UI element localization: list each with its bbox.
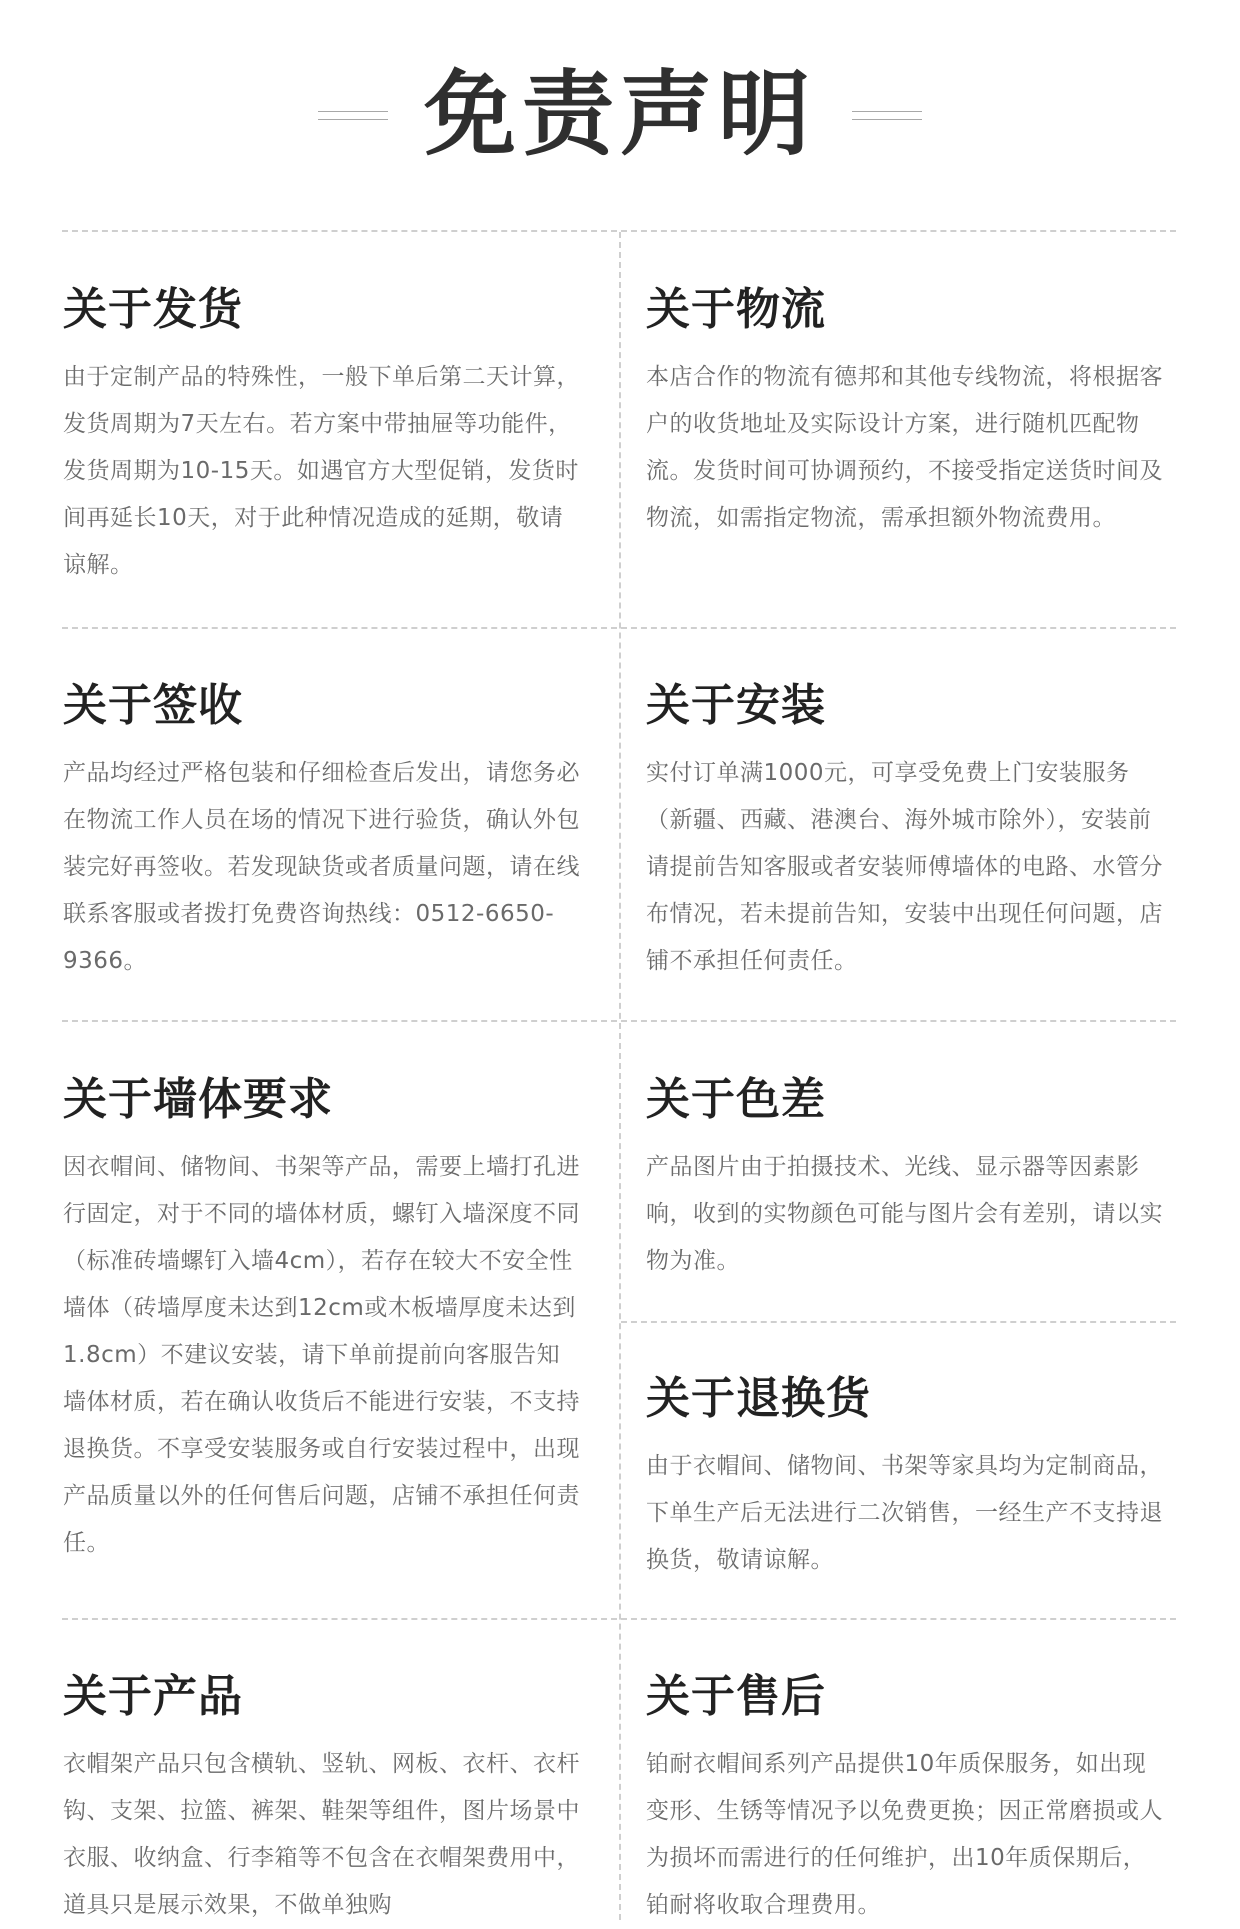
section-body: 本店合作的物流有德邦和其他专线物流，将根据客户的收货地址及实际设计方案，进行随机匹配物流。发货时间可协调预约，不接受指定送货时间及物流，如需指定物流，需承担额外物流费用。 (646, 364, 1163, 531)
section-installation (646, 676, 1166, 985)
page-header (0, 60, 1240, 170)
title-decoration-left (318, 111, 388, 120)
section-shipping (63, 280, 583, 589)
section-body: 铂耐衣帽间系列产品提供10年质保服务，如出现变形、生锈等情况予以免费更换；因正常磨损或人为损坏而需进行的任何维护，出10年质保期后，铂耐将收取合理费用。 (646, 1751, 1163, 1918)
section-title: 关于墙体要求 (63, 1074, 333, 1125)
section-receipt (63, 676, 583, 985)
section-title: 关于退换货 (646, 1373, 871, 1424)
section-wall (63, 1070, 583, 1567)
section-body: 衣帽架产品只包含横轨、竖轨、网板、衣杆、衣杆钩、支架、拉篮、裤架、鞋架等组件，图片场景中衣服、收纳盒、行李箱等不包含在衣帽架费用中，道具只是展示效果，不做单独购 (63, 1751, 580, 1918)
section-body: 因衣帽间、储物间、书架等产品，需要上墙打孔进行固定，对于不同的墙体材质，螺钉入墙深度不同（标准砖墙螺钉入墙4cm），若存在较大不安全性墙体（砖墙厚度未达到12cm或木板墙厚度未达到1.8cm）不建议安装，请下单前提前向客服告知墙体材质，若在确认收货后不能进行安装，不支持退换货。不享受安装服务或自行安装过程中，出现产品质量以外的任何售后问题，店铺不承担任何责任。 (63, 1154, 580, 1556)
section-body: 产品图片由于拍摄技术、光线、显示器等因素影响，收到的实物颜色可能与图片会有差别，请以实物为准。 (646, 1154, 1163, 1274)
section-aftersales (646, 1667, 1166, 1929)
section-logistics (646, 280, 1166, 542)
section-color (646, 1070, 1166, 1285)
section-body: 由于衣帽间、储物间、书架等家具均为定制商品，下单生产后无法进行二次销售，一经生产不支持退换货，敬请谅解。 (646, 1453, 1163, 1573)
title-decoration-right (852, 111, 922, 120)
section-returns (646, 1369, 1166, 1584)
section-title: 关于产品 (63, 1671, 243, 1722)
section-product (63, 1667, 583, 1929)
divider-horizontal-right (621, 1321, 1176, 1323)
section-body: 实付订单满1000元，可享受免费上门安装服务（新疆、西藏、港澳台、海外城市除外），安装前请提前告知客服或者安装师傅墙体的电路、水管分布情况，若未提前告知，安装中出现任何问题，店铺不承担任何责任。 (646, 760, 1163, 974)
page-title: 免责声明 (423, 61, 816, 168)
section-title: 关于物流 (646, 284, 826, 335)
section-title: 关于安装 (646, 680, 826, 731)
section-body: 产品均经过严格包装和仔细检查后发出，请您务必在物流工作人员在场的情况下进行验货，确认外包装完好再签收。若发现缺货或者质量问题，请在线联系客服或者拨打免费咨询热线：0512-6650-9366。 (63, 760, 580, 974)
section-title: 关于签收 (63, 680, 243, 731)
section-title: 关于售后 (646, 1671, 826, 1722)
section-title: 关于色差 (646, 1074, 826, 1125)
section-body: 由于定制产品的特殊性，一般下单后第二天计算，发货周期为7天左右。若方案中带抽屉等功能件，发货周期为10-15天。如遇官方大型促销，发货时间再延长10天，对于此种情况造成的延期，敬请谅解。 (63, 364, 580, 578)
section-title: 关于发货 (63, 284, 243, 335)
divider-vertical (619, 232, 621, 1920)
